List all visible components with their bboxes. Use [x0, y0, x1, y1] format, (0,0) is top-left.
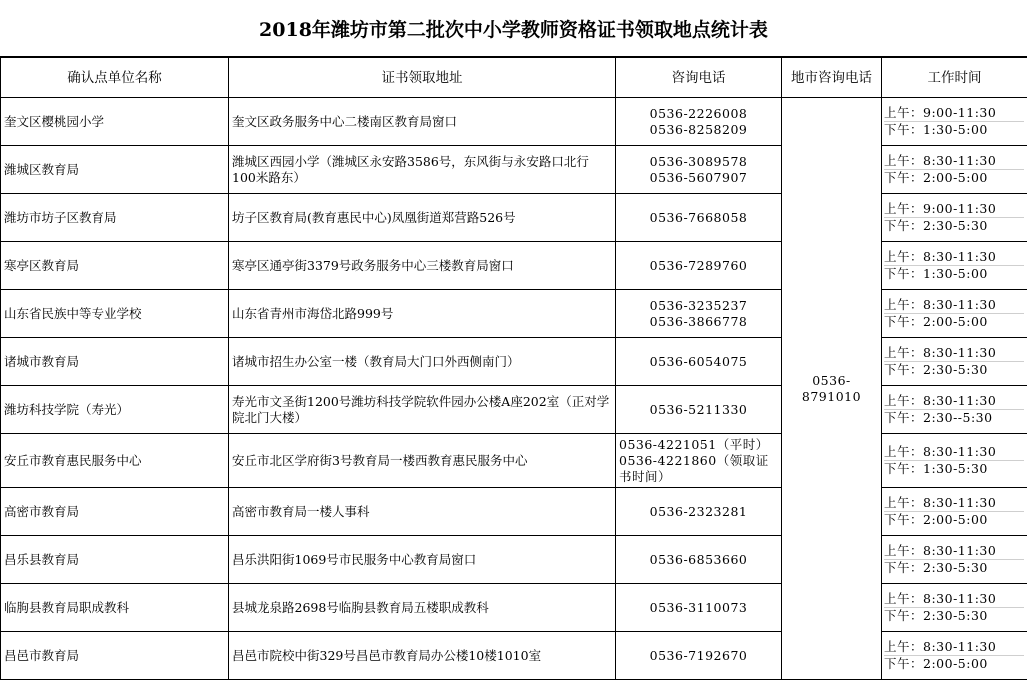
afternoon-hours: 下午：1:30-5:00: [884, 266, 988, 281]
morning-hours: 上午：8:30-11:30: [884, 639, 1024, 656]
morning-hours: 上午：9:00-11:30: [884, 201, 1024, 218]
phone-number: 0536-3110073: [649, 599, 748, 615]
cell-work-hours: [882, 536, 1027, 584]
afternoon-hours: 下午：1:30-5:30: [884, 461, 988, 476]
address-text: 寿光市文圣街1200号潍坊科技学院软件园办公楼A座202室（正对学院北门大楼）: [232, 393, 610, 425]
address-text: 山东省青州市海岱北路999号: [232, 305, 394, 321]
cell-phone: [616, 584, 782, 632]
cell-unit-name: 寒亭区教育局: [1, 242, 229, 290]
address-text: 昌邑市院校中街329号昌邑市教育局办公楼10楼1010室: [232, 647, 542, 663]
cell-address: [229, 434, 616, 488]
cell-phone: [616, 488, 782, 536]
phone-number: 0536-2226008: [649, 105, 748, 121]
cell-unit-name: 诸城市教育局: [1, 338, 229, 386]
cell-phone: [616, 194, 782, 242]
cell-phone: [616, 146, 782, 194]
cell-unit-name: 奎文区樱桃园小学: [1, 98, 229, 146]
cell-unit-name: 昌邑市教育局: [1, 632, 229, 680]
phone-number: 0536-6054075: [649, 353, 748, 369]
cell-address: [229, 290, 616, 338]
phone-number: 0536-5211330: [649, 401, 748, 417]
cell-address: [229, 488, 616, 536]
header-row: [1, 58, 1027, 98]
cell-unit-name: 临朐县教育局职成教科: [1, 584, 229, 632]
cell-phone: [616, 338, 782, 386]
cell-unit-name: 潍城区教育局: [1, 146, 229, 194]
header-hours: 工作时间: [882, 58, 1027, 98]
phone-number: 0536-6853660: [649, 551, 748, 567]
cell-phone: [616, 290, 782, 338]
cell-work-hours: [882, 242, 1027, 290]
phone-number: 0536-8258209: [649, 121, 748, 137]
cell-phone: [616, 434, 782, 488]
cell-phone: [616, 386, 782, 434]
cell-unit-name: 潍坊科技学院（寿光）: [1, 386, 229, 434]
address-text: 高密市教育局一楼人事科: [232, 503, 370, 519]
certificate-pickup-table: [0, 57, 1027, 680]
cell-address: [229, 98, 616, 146]
phone-number: 0536-3235237: [649, 297, 748, 313]
cell-address: [229, 338, 616, 386]
phone-number: 0536-7192670: [649, 647, 748, 663]
afternoon-hours: 下午：2:00-5:00: [884, 314, 988, 329]
afternoon-hours: 下午：2:30-5:30: [884, 218, 988, 233]
address-text: 潍城区西园小学（潍城区永安路3586号，东风街与永安路口北行100米路东）: [232, 153, 589, 185]
phone-number: 0536-3089578: [649, 153, 748, 169]
table-row: [1, 98, 1027, 146]
morning-hours: 上午：8:30-11:30: [884, 393, 1024, 410]
phone-number: 0536-7289760: [649, 257, 748, 273]
morning-hours: 上午：8:30-11:30: [884, 444, 1024, 461]
morning-hours: 上午：8:30-11:30: [884, 297, 1024, 314]
header-address: 证书领取地址: [229, 58, 616, 98]
afternoon-hours: 下午：2:00-5:00: [884, 170, 988, 185]
address-text: 奎文区政务服务中心二楼南区教育局窗口: [232, 113, 458, 129]
cell-phone: [616, 536, 782, 584]
cell-address: [229, 194, 616, 242]
morning-hours: 上午：8:30-11:30: [884, 591, 1024, 608]
afternoon-hours: 下午：1:30-5:00: [884, 122, 988, 137]
phone-number: 0536-2323281: [649, 503, 748, 519]
cell-work-hours: [882, 488, 1027, 536]
phone-number: 0536-3866778: [649, 313, 748, 329]
afternoon-hours: 下午：2:00-5:00: [884, 656, 988, 671]
address-text: 寒亭区通亭街3379号政务服务中心三楼教育局窗口: [232, 257, 514, 273]
phone-number: 0536-5607907: [649, 169, 748, 185]
afternoon-hours: 下午：2:30-5:30: [884, 560, 988, 575]
cell-work-hours: [882, 434, 1027, 488]
cell-unit-name: 高密市教育局: [1, 488, 229, 536]
cell-work-hours: [882, 290, 1027, 338]
cell-work-hours: [882, 632, 1027, 680]
morning-hours: 上午：8:30-11:30: [884, 345, 1024, 362]
cell-work-hours: [882, 386, 1027, 434]
morning-hours: 上午：8:30-11:30: [884, 153, 1024, 170]
address-text: 昌乐洪阳街1069号市民服务中心教育局窗口: [232, 551, 477, 567]
cell-address: [229, 584, 616, 632]
cell-work-hours: [882, 146, 1027, 194]
afternoon-hours: 下午：2:30-5:30: [884, 362, 988, 377]
header-city-phone: 地市咨询电话: [782, 58, 882, 98]
phone-number: 0536-4221051（平时）: [619, 436, 769, 452]
address-text: 安丘市北区学府街3号教育局一楼西教育惠民服务中心: [232, 452, 528, 468]
address-text: 诸城市招生办公室一楼（教育局大门口外西侧南门）: [232, 353, 520, 369]
morning-hours: 上午：9:00-11:30: [884, 105, 1024, 122]
phone-number: 0536-7668058: [649, 209, 748, 225]
table-title: 2018年潍坊市第二批次中小学教师资格证书领取地点统计表: [0, 0, 1027, 57]
cell-city-phone: 0536-8791010: [782, 98, 882, 680]
morning-hours: 上午：8:30-11:30: [884, 543, 1024, 560]
address-text: 县城龙泉路2698号临朐县教育局五楼职成教科: [232, 599, 489, 615]
cell-address: [229, 632, 616, 680]
cell-address: [229, 536, 616, 584]
cell-address: [229, 146, 616, 194]
cell-work-hours: [882, 584, 1027, 632]
afternoon-hours: 下午：2:00-5:00: [884, 512, 988, 527]
cell-unit-name: 潍坊市坊子区教育局: [1, 194, 229, 242]
cell-address: [229, 242, 616, 290]
phone-number: 0536-4221860（领取证书时间）: [619, 452, 769, 484]
cell-unit-name: 山东省民族中等专业学校: [1, 290, 229, 338]
cell-work-hours: [882, 98, 1027, 146]
afternoon-hours: 下午：2:30--5:30: [884, 410, 993, 425]
afternoon-hours: 下午：2:30-5:30: [884, 608, 988, 623]
cell-phone: [616, 632, 782, 680]
morning-hours: 上午：8:30-11:30: [884, 495, 1024, 512]
cell-work-hours: [882, 338, 1027, 386]
cell-work-hours: [882, 194, 1027, 242]
cell-unit-name: 安丘市教育惠民服务中心: [1, 434, 229, 488]
cell-unit-name: 昌乐县教育局: [1, 536, 229, 584]
address-text: 坊子区教育局(教育惠民中心)凤凰街道郑营路526号: [232, 209, 516, 225]
header-unit: 确认点单位名称: [1, 58, 229, 98]
cell-phone: [616, 242, 782, 290]
header-phone: 咨询电话: [616, 58, 782, 98]
cell-address: [229, 386, 616, 434]
cell-phone: [616, 98, 782, 146]
morning-hours: 上午：8:30-11:30: [884, 249, 1024, 266]
